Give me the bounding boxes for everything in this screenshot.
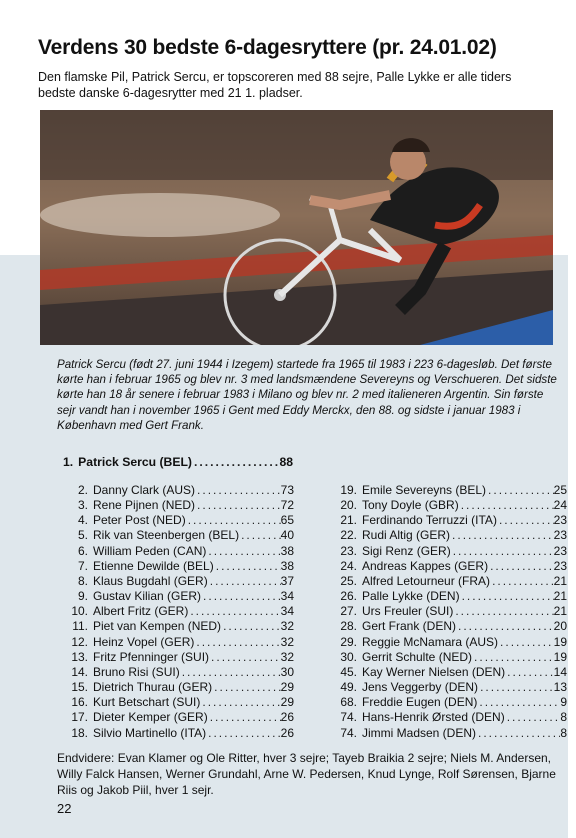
ranking-rank: 14. [71,664,88,679]
win-count: 19 [553,634,567,649]
ranking-row [327,726,567,741]
ranking-rank: 29. [340,634,357,649]
rider-name: Klaus Bugdahl (GER) [93,573,208,588]
ranking-row [58,710,294,725]
ranking-list-left [58,483,294,741]
rider-name: Gerrit Schulte (NED) [362,649,473,664]
dot-leader [459,498,554,513]
ranking-rank: 16. [71,695,88,710]
dot-leader [505,665,553,680]
rider-name: Rudi Altig (GER) [362,528,451,543]
dot-leader [180,665,281,680]
win-count: 23 [553,558,567,573]
rider-name: Tony Doyle (GBR) [362,498,459,513]
rider-name: Albert Fritz (GER) [93,604,189,619]
win-count: 26 [280,710,294,725]
rider-name: Peter Post (NED) [93,513,186,528]
footer-note: Endvidere: Evan Klamer og Ole Ritter, hver 3 sejre; Tayeb Braikia 2 sejre; Niels M. Andersen, Willy Falck Hansen, Werner Grundahl, Arne W. Pedersen, Knud Lynge, Rolf Sørensen, Bjarne Riis og Jakob Piil, hver 1 sejr. [57,751,556,797]
ranking-rank: 8. [77,573,88,588]
ranking-row [58,498,294,513]
ranking-rank: 13. [71,649,88,664]
rider-name: Jimmi Madsen (DEN) [362,725,477,740]
ranking-row [58,650,294,665]
rider-name: Gustav Kilian (GER) [93,589,202,604]
ranking-row [58,695,294,710]
ranking-rank: 7. [77,558,88,573]
leader-name: Patrick Sercu (BEL) [78,455,192,469]
ranking-row [58,665,294,680]
page-number: 22 [57,801,72,816]
ranking-rank: 23. [340,543,357,558]
ranking-row [327,650,567,665]
ranking-row [327,498,567,513]
rider-name: Emile Severeyns (BEL) [362,483,487,497]
rider-name: Etienne Dewilde (BEL) [93,558,214,573]
dot-leader [201,589,281,604]
dot-leader [472,650,554,665]
win-count: 38 [280,543,294,558]
leader-row [63,455,293,469]
win-count: 23 [553,528,567,543]
rider-name: Bruno Risi (SUI) [93,664,180,679]
dot-leader [456,619,554,634]
ranking-rank: 30. [340,649,357,664]
win-count: 73 [280,483,294,497]
win-count: 26 [280,725,294,740]
dot-leader [498,635,554,650]
dot-leader [505,710,561,725]
leader-dots [192,455,279,469]
page-title: Verdens 30 bedste 6-dagesryttere (pr. 24.01.02) [38,36,497,59]
rider-name: Freddie Eugen (DEN) [362,695,478,710]
ranking-rank: 9. [77,589,88,604]
win-count: 25 [553,483,567,497]
ranking-rank: 27. [340,604,357,619]
ranking-rank: 5. [77,528,88,543]
ranking-row [327,528,567,543]
ranking-rank: 45. [340,664,357,679]
ranking-row [58,680,294,695]
ranking-rank: 4. [77,513,88,528]
ranking-rank: 24. [340,558,357,573]
dot-leader [195,483,281,498]
ranking-rank: 26. [340,589,357,604]
dot-leader [221,619,281,634]
leader-rank: 1. [63,455,74,469]
win-count: 24 [553,498,567,513]
rider-name: Jens Veggerby (DEN) [362,680,479,695]
win-count: 21 [553,573,567,588]
ranking-rank: 74. [340,725,357,740]
ranking-row [327,604,567,619]
ranking-row [327,483,567,498]
ranking-rank: 74. [340,710,357,725]
dot-leader [209,650,281,665]
ranking-row [327,635,567,650]
win-count: 65 [280,513,294,528]
rider-name: Dieter Kemper (GER) [93,710,208,725]
win-count: 23 [553,543,567,558]
win-count: 21 [553,604,567,619]
win-count: 34 [280,589,294,604]
ranking-list-right [327,483,567,741]
dot-leader [453,604,553,619]
rider-name: Sigi Renz (GER) [362,543,451,558]
dot-leader [206,726,281,741]
ranking-row [58,574,294,589]
rider-name: Andreas Kappes (GER) [362,558,489,573]
ranking-row [327,619,567,634]
dot-leader [208,574,281,589]
win-count: 32 [280,649,294,664]
dot-leader [212,680,280,695]
dot-leader [239,528,281,543]
ranking-rank: 28. [340,619,357,634]
rider-name: Urs Freuler (SUI) [362,604,454,619]
ranking-rank: 17. [71,710,88,725]
dot-leader [476,726,560,741]
dot-leader [186,513,281,528]
ranking-row [58,589,294,604]
dot-leader [486,483,554,498]
rider-name: Kay Werner Nielsen (DEN) [362,664,506,679]
ranking-row [327,589,567,604]
ranking-row [327,559,567,574]
rider-name: Reggie McNamara (AUS) [362,634,499,649]
win-count: 29 [280,680,294,695]
ranking-rank: 20. [340,498,357,513]
ranking-rank: 21. [340,513,357,528]
rider-name: Rik van Steenbergen (BEL) [93,528,240,543]
ranking-rank: 3. [77,498,88,513]
rider-name: Hans-Henrik Ørsted (DEN) [362,710,505,725]
win-count: 38 [280,558,294,573]
dot-leader [208,710,281,725]
rider-name: Piet van Kempen (NED) [93,619,222,634]
leader-wins: 88 [279,455,293,469]
ranking-row [327,680,567,695]
win-count: 9 [560,695,567,710]
ranking-row [58,635,294,650]
ranking-rank: 15. [71,680,88,695]
win-count: 14 [553,664,567,679]
dot-leader [478,680,554,695]
rider-name: William Peden (CAN) [93,543,207,558]
win-count: 32 [280,634,294,649]
rider-name: Alfred Letourneur (FRA) [362,573,491,588]
ranking-rank: 22. [340,528,357,543]
ranking-rank: 2. [77,483,88,497]
dot-leader [451,544,554,559]
ranking-row [58,619,294,634]
dot-leader [188,604,280,619]
ranking-rank: 6. [77,543,88,558]
win-count: 13 [553,680,567,695]
win-count: 34 [280,604,294,619]
ranking-row [58,604,294,619]
photo-caption: Patrick Sercu (født 27. juni 1944 i Izegem) startede fra 1965 til 1983 i 223 6-dagesløb. Det første kørte han i februar 1965 og blev nr. 3 med landsmændene Severeyns og Verschueren. Det sidste kørte han 18 år senere i februar 1983 i Milano og blev nr. 2 med italieneren Argentin. Sin første sejr vandt han i november 1965 i Gent med Eddy Merckx, den 88. og sidste i januar 1983 i København med Gert Frank. [57,358,557,432]
rider-name: Kurt Betschart (SUI) [93,695,201,710]
ranking-rank: 11. [72,619,88,634]
ranking-row [58,559,294,574]
ranking-row [58,528,294,543]
page-subtitle: Den flamske Pil, Patrick Sercu, er topscoreren med 88 sejre, Palle Lykke er alle tiders bedste danske 6-dagesrytter med 21 1. pladser. [38,70,512,100]
ranking-row [58,726,294,741]
win-count: 32 [280,619,294,634]
win-count: 37 [280,573,294,588]
rider-name: Palle Lykke (DEN) [362,589,460,604]
dot-leader [194,635,280,650]
ranking-rank: 18. [71,725,88,740]
dot-leader [450,528,554,543]
ranking-row [327,574,567,589]
win-count: 21 [553,589,567,604]
win-count: 29 [280,695,294,710]
rider-name: Danny Clark (AUS) [93,483,196,497]
ranking-row [58,483,294,498]
win-count: 8 [560,725,567,740]
win-count: 30 [280,664,294,679]
cyclist-photo [40,110,553,345]
dot-leader [490,574,554,589]
ranking-rank: 19. [340,483,357,497]
rider-name: Fritz Pfenninger (SUI) [93,649,210,664]
ranking-row [327,544,567,559]
ranking-row [58,544,294,559]
dot-leader [497,513,554,528]
dot-leader [195,498,281,513]
rider-name: Dietrich Thurau (GER) [93,680,213,695]
ranking-row [58,513,294,528]
ranking-row [327,513,567,528]
win-count: 40 [280,528,294,543]
dot-leader [214,559,281,574]
ranking-row [327,665,567,680]
win-count: 23 [553,513,567,528]
dot-leader [200,695,280,710]
ranking-row [327,710,567,725]
ranking-rank: 49. [340,680,357,695]
rider-name: Silvio Martinello (ITA) [93,725,207,740]
dot-leader [477,695,560,710]
rider-name: Ferdinando Terruzzi (ITA) [362,513,497,528]
track-cyclist-photo-icon [40,110,553,345]
win-count: 20 [553,619,567,634]
ranking-rank: 68. [340,695,357,710]
win-count: 19 [553,649,567,664]
ranking-rank: 12. [71,634,88,649]
rider-name: Heinz Vopel (GER) [93,634,195,649]
win-count: 8 [560,710,567,725]
ranking-rank: 25. [340,573,357,588]
dot-leader [460,589,554,604]
ranking-row [327,695,567,710]
rider-name: Gert Frank (DEN) [362,619,457,634]
ranking-rank: 10. [71,604,88,619]
rider-name: Rene Pijnen (NED) [93,498,196,513]
win-count: 72 [280,498,294,513]
dot-leader [206,544,280,559]
dot-leader [488,559,554,574]
